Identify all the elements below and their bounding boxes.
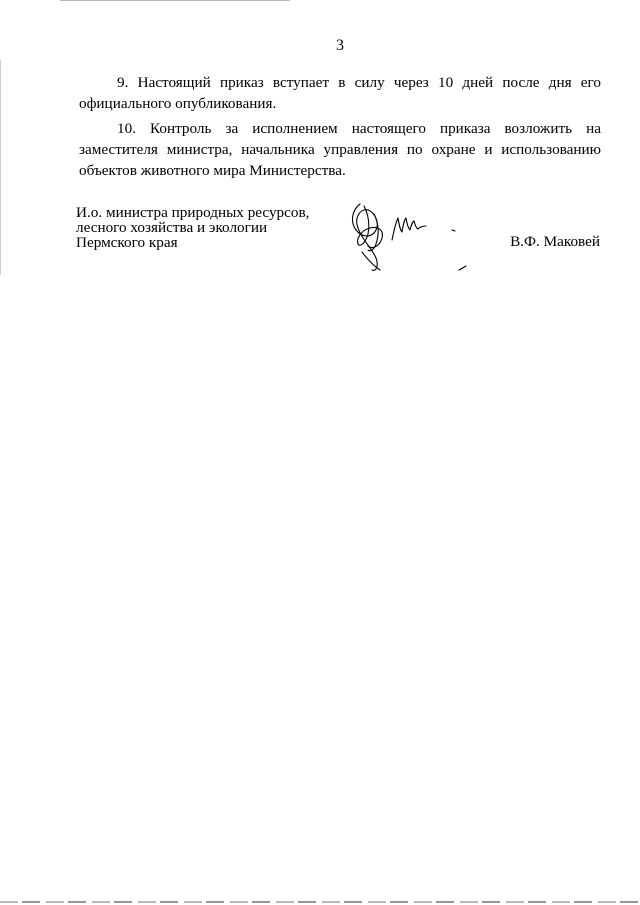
signatory-position [76, 205, 336, 250]
scan-edge-top [60, 0, 290, 1]
signatory-position-line-1: И.о. министра природных ресурсов, [76, 204, 310, 221]
paragraph-9: 9. Настоящий приказ вступает в силу через 10 дней после дня его официального опубликования. [79, 74, 601, 112]
scan-edge-left [0, 60, 1, 275]
signatory-position-line-2: лесного хозяйства и экологии [76, 219, 268, 236]
signatory-name: В.Ф. Маковей [510, 233, 600, 250]
page-number: 3 [336, 37, 344, 54]
scan-edge-bottom [0, 901, 640, 903]
signatory-position-line-3: Пермского края [76, 234, 178, 251]
paragraph-10: 10. Контроль за исполнением настоящего приказа возложить на заместителя министра, начальника управления по охране и использованию объектов животного мира Министерства. [79, 120, 601, 179]
order-body [79, 72, 601, 185]
handwritten-signature [346, 200, 476, 278]
